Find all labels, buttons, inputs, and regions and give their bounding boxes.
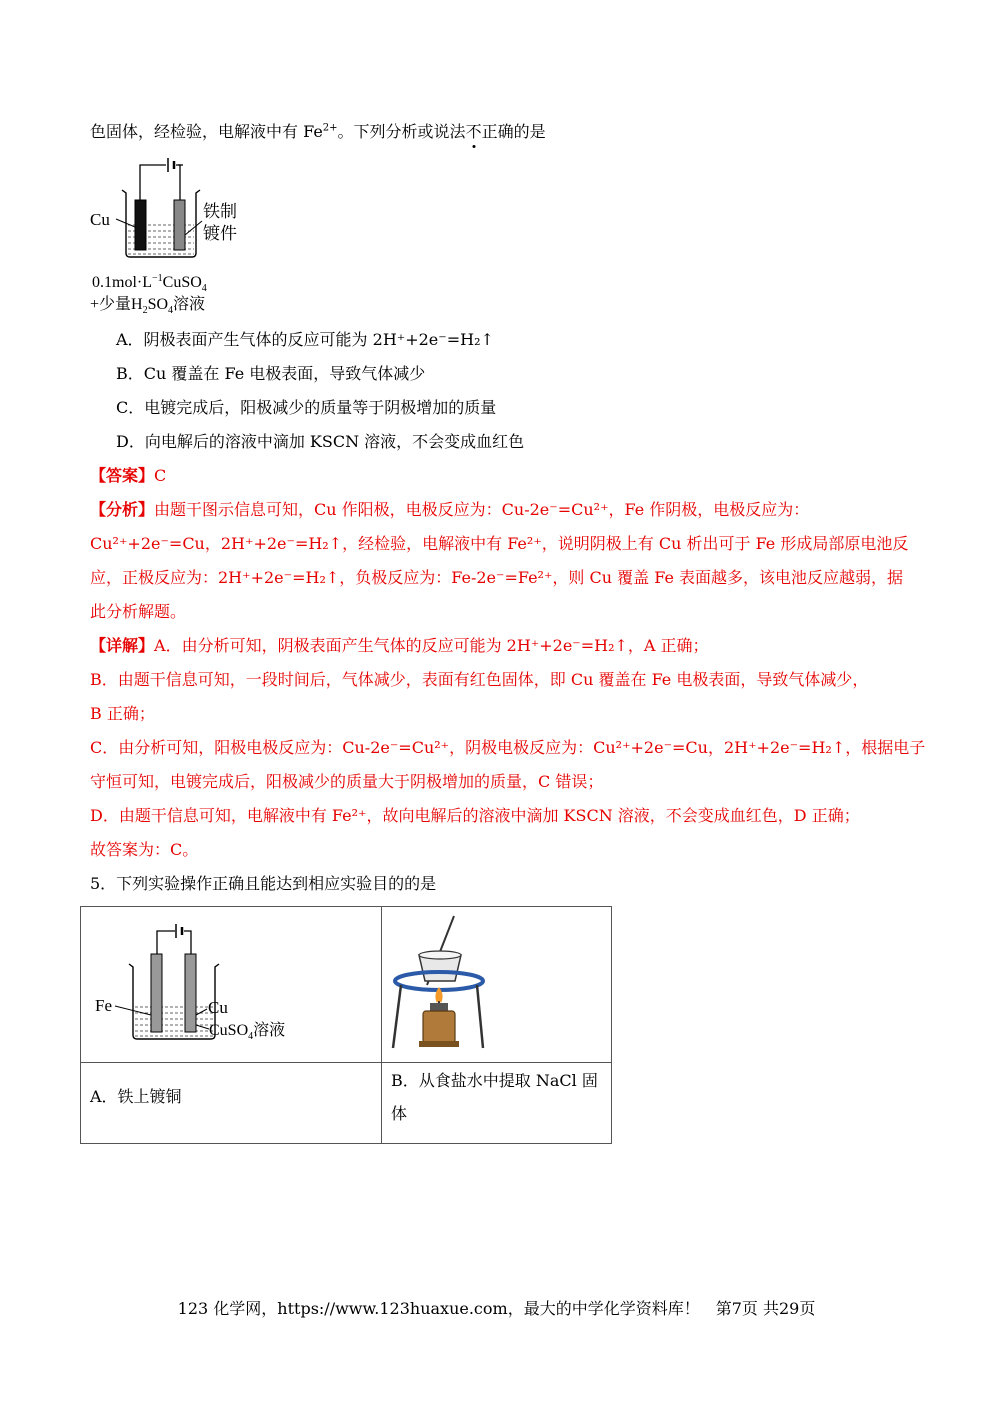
analysis-tag: 【分析】 bbox=[90, 500, 155, 519]
option-c: C．电镀完成后，阳极减少的质量等于阴极增加的质量 bbox=[116, 398, 497, 417]
table-divider-vertical bbox=[381, 907, 382, 1143]
options-table bbox=[80, 906, 612, 1144]
cu-label: Cu bbox=[90, 210, 110, 229]
iron-part-label-1: 铁制 bbox=[203, 202, 237, 222]
analysis-line-3: 应，正极反应为：2H⁺+2e⁻=H₂↑，负极反应为：Fe-2e⁻=Fe²⁺，则 Cu 覆盖 Fe 表面越多，该电池反应越弱，据 bbox=[90, 568, 904, 587]
cuso4-label: CuSO$_4$溶液 bbox=[209, 1020, 286, 1042]
detail-line-c2: 守恒可知，电镀完成后，阳极减少的质量大于阴极增加的质量，C 错误； bbox=[90, 772, 604, 791]
solution-label-1: $0.1mol\cdot L^{-1}CuSO_4$ bbox=[92, 273, 207, 294]
option-a: A．阴极表面产生气体的反应可能为 2H⁺+2e⁻=H₂↑ bbox=[116, 330, 494, 349]
cell-a-text: A．铁上镀铜 bbox=[90, 1087, 182, 1106]
emphasis-char: 不 bbox=[465, 122, 482, 141]
detail-tag: 【详解】 bbox=[90, 636, 155, 655]
analysis-line-4: 此分析解题。 bbox=[90, 602, 187, 621]
solution-label-2: +少量$H_2SO_4$溶液 bbox=[90, 296, 206, 316]
option-d: D．向电解后的溶液中滴加 KSCN 溶液，不会变成血红色 bbox=[116, 432, 525, 451]
detail-line-d: D．由题干信息可知，电解液中有 Fe²⁺，故向电解后的溶液中滴加 KSCN 溶液，不会变成血红色，D 正确； bbox=[90, 806, 860, 825]
question-5-stem: 5．下列实验操作正确且能达到相应实验目的的是 bbox=[90, 874, 437, 893]
analysis-line-2: Cu²⁺+2e⁻=Cu，2H⁺+2e⁻=H₂↑，经检验，电解液中有 Fe²⁺，说明阴极上有 Cu 析出可于 Fe 形成局部原电池反 bbox=[90, 534, 909, 553]
fe-cu-plating-figure bbox=[91, 919, 321, 1054]
conclusion-line: 故答案为：C。 bbox=[90, 840, 199, 859]
question-stem: 色固体，经检验，电解液中有 $Fe^{2+}$。下列分析或说法不正确的是 bbox=[90, 122, 546, 141]
answer-line bbox=[90, 466, 166, 486]
detail-line-a: 【详解】A．由分析可知，阴极表面产生气体的反应可能为 2H⁺+2e⁻=H₂↑，A 正确； bbox=[90, 636, 709, 655]
page-footer: 123 化学网，https://www.123huaxue.com，最大的中学化学资料库！ 第7页 共29页 bbox=[177, 1299, 816, 1318]
detail-line-b1: B．由题干信息可知，一段时间后，气体减少，表面有红色固体，即 Cu 覆盖在 Fe 电极表面，导致气体减少， bbox=[90, 670, 869, 689]
table-divider-horizontal bbox=[81, 1062, 611, 1063]
cu-label: Cu bbox=[208, 998, 228, 1017]
cell-b-text-1: B．从食盐水中提取 NaCl 固 bbox=[391, 1071, 598, 1090]
iron-part-label-2: 镀件 bbox=[203, 224, 237, 244]
fe-label: Fe bbox=[95, 996, 112, 1015]
option-b: B．Cu 覆盖在 Fe 电极表面，导致气体减少 bbox=[116, 364, 426, 383]
cell-b-text-2: 体 bbox=[391, 1104, 408, 1123]
answer-value: C bbox=[154, 466, 167, 485]
detail-line-c1: C．由分析可知，阳极电极反应为：Cu-2e⁻=Cu²⁺，阴极电极反应为：Cu²⁺+2e⁻=Cu，2H⁺+2e⁻=H₂↑，根据电子 bbox=[90, 738, 926, 757]
analysis-line-1: 【分析】由题干图示信息可知，Cu 作阳极，电极反应为：Cu-2e⁻=Cu²⁺，Fe 作阴极，电极反应为： bbox=[90, 500, 810, 519]
detail-line-b2: B 正确； bbox=[90, 704, 155, 723]
electroplating-apparatus-figure bbox=[88, 155, 258, 320]
answer-tag: 【答案】 bbox=[90, 466, 155, 485]
evaporation-apparatus-figure bbox=[389, 913, 489, 1058]
